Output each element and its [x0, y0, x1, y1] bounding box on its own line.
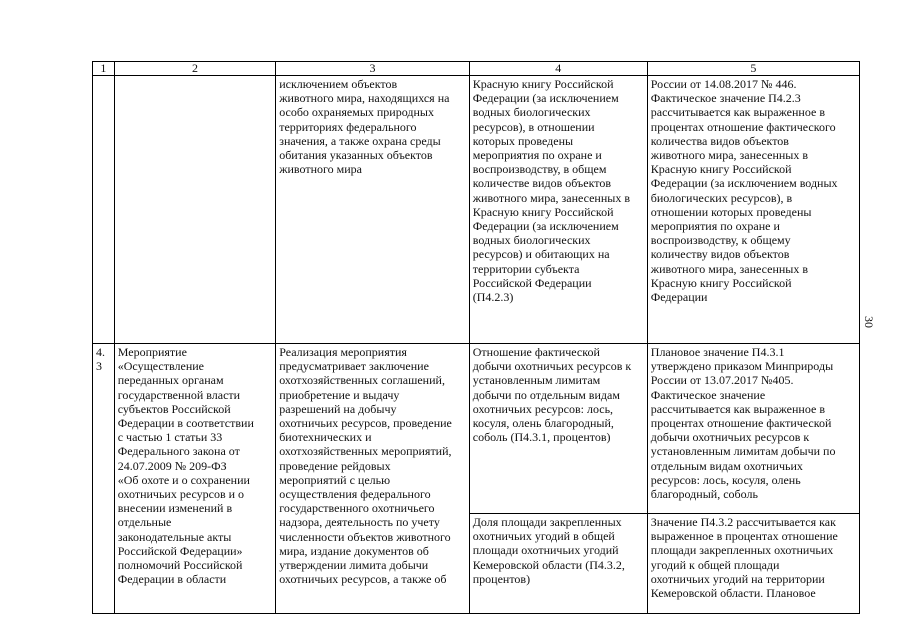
row-number: 4.3 [96, 345, 105, 374]
table-header-row [93, 62, 860, 76]
table-cell [647, 344, 859, 514]
table-cell [93, 76, 115, 344]
header-cell: 3 [276, 62, 470, 76]
cell-text: Доля площади закрепленных охотничьих угодий в общей площади охотничьих угодий Кемеровской области (П4.3.2, процентов) [472, 515, 625, 586]
cell-text: России от 14.08.2017 № 446. Фактическое значение П4.2.3 рассчитывается как выраженное в процентах отношение фактического количества видов объектов животного мира, занесенных в Красную книгу Российской Федерации (за исключением водных биологических ресурсов), в отношении которых проведены мероприятия по охране и воспроизводству, к общему количеству видов объектов животного мира, занесенных в Красную книгу Российской Федерации [650, 77, 838, 305]
cell-text: Реализация мероприятия предусматривает заключение охотхозяйственных соглашений, приобретение и выдачу разрешений на добычу охотничьих ресурсов, проведение биотехнических и охотхозяйственных мероприятий, проведение рейдовых мероприятий с целью осуществления федерального государственного охотничьего надзора, деятельность по учету численности объектов животного мира, издание документов об утверждении лимита добычи охотничьих ресурсов, а также об [279, 345, 452, 587]
header-cell: 2 [114, 62, 275, 76]
header-cell: 5 [647, 62, 859, 76]
table-row [93, 76, 860, 344]
table-cell [469, 76, 647, 344]
table-cell [647, 76, 859, 344]
cell-text: исключением объектов животного мира, находящихся на особо охраняемых природных территориях федерального значения, а также охрана среды обитания указанных объектов животного мира [279, 77, 450, 177]
table-cell [276, 344, 470, 614]
page-number: 30 [862, 316, 876, 328]
table-cell [469, 514, 647, 614]
row-number-cell [93, 344, 115, 614]
cell-text: Значение П4.3.2 рассчитывается как выраженное в процентах отношение площади закрепленных охотничьих угодий к общей площади охотничьих угодий на территории Кемеровской области. Плановое [650, 515, 838, 601]
table-cell [114, 344, 275, 614]
table-cell [469, 344, 647, 514]
header-cell: 1 [93, 62, 115, 76]
cell-text: Отношение фактической добычи охотничьих ресурсов к установленным лимитам добычи по отдельным видам охотничьих ресурсов: лось, косуля, олень благородный, соболь (П4.3.1, процентов) [472, 345, 632, 445]
table-cell [276, 76, 470, 344]
cell-text: Красную книгу Российской Федерации (за исключением водных биологических ресурсов), в отношении которых проведены мероприятия по охране и воспроизводству, в общем количестве видов объектов животного мира, занесенных в Красную книгу Российской Федерации (за исключением водных биологических ресурсов) и обитающих на территории субъекта Российской Федерации (П4.2.3) [472, 77, 631, 305]
table-row [93, 344, 860, 514]
program-table [92, 61, 860, 614]
table-cell [114, 76, 275, 344]
table-cell [647, 514, 859, 614]
cell-text: Плановое значение П4.3.1 утверждено приказом Минприроды России от 13.07.2017 №405. Фактическое значение рассчитывается как выраженное в процентах отношение фактической добычи охотничьих ресурсов к установленным лимитам добычи по отдельным видам охотничьих ресурсов: лось, косуля, олень благородный, соболь [650, 345, 836, 502]
cell-text: Мероприятие «Осуществление переданных органам государственной власти субъектов Российской Федерации в соответствии с частью 1 статьи 33 Федерального закона от 24.07.2009 № 209-ФЗ «Об охоте и о сохранении охотничьих ресурсов и о внесении изменений в отдельные законодательные акты Российской Федерации» полномочий Российской Федерации в области [117, 345, 254, 587]
header-cell: 4 [469, 62, 647, 76]
